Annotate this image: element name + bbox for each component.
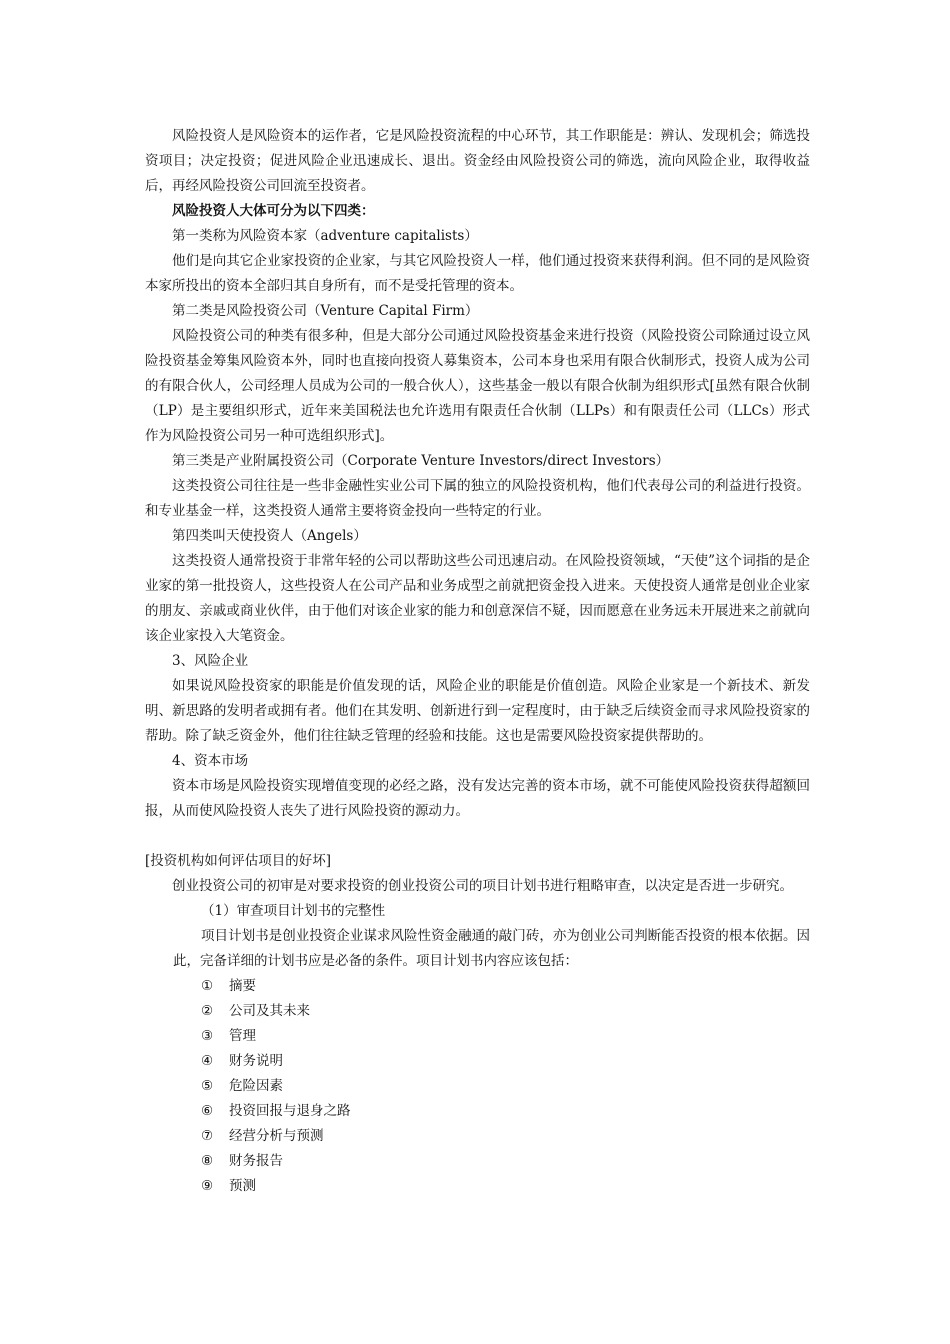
list-item — [145, 1174, 810, 1199]
paragraph-capital-market-body: 资本市场是风险投资实现增值变现的必经之路，没有发达完善的资本市场，就不可能使风险投资获得超额回报，从而使风险投资人丧失了进行风险投资的源动力。 — [145, 778, 810, 819]
list-item — [145, 974, 810, 999]
paragraph-type-two-title: 第二类是风险投资公司（Venture Capital Firm） — [172, 303, 479, 319]
plan-contents-list — [145, 974, 810, 1199]
list-item-label: 公司及其未来 — [229, 1003, 310, 1019]
paragraph-initial-review: 创业投资公司的初审是对要求投资的创业投资公司的项目计划书进行粗略审查，以决定是否进一步研究。 — [172, 878, 793, 894]
subheading-text: （1）审查项目计划书的完整性 — [201, 903, 386, 919]
paragraph-plan-completeness-body: 项目计划书是创业投资企业谋求风险性资金融通的敲门砖，亦为创业公司判断能否投资的根本依据。因此，完备详细的计划书应是必备的条件。项目计划书内容应该包括： — [173, 928, 810, 969]
list-item — [145, 1074, 810, 1099]
list-item-number: ⑦ — [201, 1128, 214, 1144]
paragraph-type-three-title: 第三类是产业附属投资公司（Corporate Venture Investors/direct Investors） — [172, 453, 670, 469]
paragraph-type-two-body: 风险投资公司的种类有很多种，但是大部分公司通过风险投资基金来进行投资（风险投资公司除通过设立风险投资基金筹集风险资本外，同时也直接向投资人募集资本，公司本身也采用有限合伙制形式，投资人成为公司的有限合伙人，公司经理人员成为公司的一般合伙人），这些基金一般以有限合伙制为组织形式[虽然有限合伙制（LP）是主要组织形式，近年来美国税法也允许选用有限责任合伙制（LLPs）和有限责任公司（LLCs）形式作为风险投资公司另一种可选组织形式]。 — [145, 328, 810, 444]
list-item-label: 管理 — [229, 1028, 256, 1044]
section-heading-venture-enterprise: 3、风险企业 — [172, 653, 249, 669]
section-heading-project-evaluation: [投资机构如何评估项目的好坏] — [145, 853, 332, 869]
list-item-number: ③ — [201, 1028, 214, 1044]
list-item-label: 摘要 — [229, 978, 256, 994]
paragraph-type-four-body: 这类投资人通常投资于非常年轻的公司以帮助这些公司迅速启动。在风险投资领域，“天使”这个词指的是企业家的第一批投资人，这些投资人在公司产品和业务成型之前就把资金投入进来。天使投资人通常是创业企业家的朋友、亲戚或商业伙伴，由于他们对该企业家的能力和创意深信不疑，因而愿意在业务远未开展进来之前就向该企业家投入大笔资金。 — [145, 553, 810, 644]
paragraph-type-four-title: 第四类叫天使投资人（Angels） — [172, 528, 367, 544]
paragraph-type-one-title: 第一类称为风险资本家（adventure capitalists） — [172, 228, 478, 244]
list-item-number: ② — [201, 1003, 214, 1019]
paragraph-type-one-body: 他们是向其它企业家投资的企业家，与其它风险投资人一样，他们通过投资来获得利润。但不同的是风险资本家所投出的资本全部归其自身所有，而不是受托管理的资本。 — [145, 253, 810, 294]
list-item — [145, 999, 810, 1024]
list-item — [145, 1149, 810, 1174]
subheading-plan-completeness — [145, 899, 810, 924]
list-item-number: ① — [201, 978, 214, 994]
list-item-number: ⑧ — [201, 1153, 214, 1169]
list-item-number: ⑨ — [201, 1178, 214, 1194]
list-item-number: ④ — [201, 1053, 214, 1069]
list-item-label: 经营分析与预测 — [229, 1128, 324, 1144]
document-body — [145, 124, 810, 1199]
paragraph-vc-investor-role: 风险投资人是风险资本的运作者，它是风险投资流程的中心环节，其工作职能是：辨认、发现机会；筛选投资项目；决定投资；促进风险企业迅速成长、退出。资金经由风险投资公司的筛选，流向风险企业，取得收益后，再经风险投资公司回流至投资者。 — [145, 128, 810, 194]
list-item — [145, 1099, 810, 1124]
paragraph-type-three-body: 这类投资公司往往是一些非金融性实业公司下属的独立的风险投资机构，他们代表母公司的利益进行投资。和专业基金一样，这类投资人通常主要将资金投向一些特定的行业。 — [145, 478, 810, 519]
paragraph-venture-enterprise-body: 如果说风险投资家的职能是价值发现的话，风险企业的职能是价值创造。风险企业家是一个新技术、新发明、新思路的发明者或拥有者。他们在其发明、创新进行到一定程度时，由于缺乏后续资金而寻求风险投资家的帮助。除了缺乏资金外，他们往往缺乏管理的经验和技能。这也是需要风险投资家提供帮助的。 — [145, 678, 810, 744]
list-item-label: 危险因素 — [229, 1078, 283, 1094]
list-item-label: 财务说明 — [229, 1053, 283, 1069]
section-heading-capital-market: 4、资本市场 — [172, 753, 249, 769]
list-item-label: 财务报告 — [229, 1153, 283, 1169]
list-item-number: ⑤ — [201, 1078, 214, 1094]
list-item-label: 投资回报与退身之路 — [229, 1103, 351, 1119]
list-item-label: 预测 — [229, 1178, 256, 1194]
list-item — [145, 1124, 810, 1149]
paragraph-four-types-heading: 风险投资人大体可分为以下四类： — [172, 203, 375, 219]
list-item — [145, 1049, 810, 1074]
list-item — [145, 1024, 810, 1049]
list-item-number: ⑥ — [201, 1103, 214, 1119]
blank-line — [145, 824, 810, 849]
